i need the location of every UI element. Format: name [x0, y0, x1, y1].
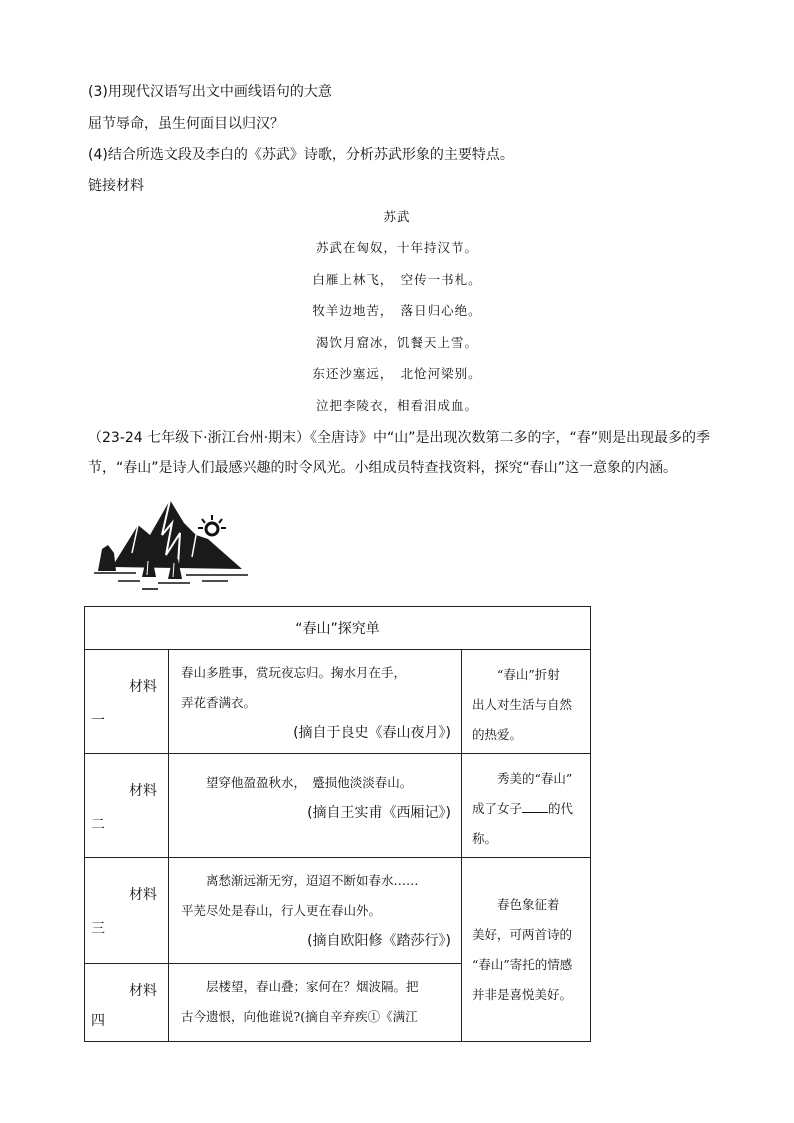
analysis-note: 的热爱。: [472, 727, 523, 742]
material-text: 弄花香满衣。: [181, 695, 257, 710]
poem-line: 苏武在匈奴，十年持汉节。: [315, 240, 478, 255]
poem-line: 渴饮月窟冰，饥餐天上雪。: [315, 335, 478, 350]
question-3: (3)用现代汉语写出文中画线语句的大意: [88, 84, 332, 100]
material-source: (摘自王实甫《西厢记》): [307, 805, 451, 821]
analysis-note: “春山”折射: [497, 667, 560, 682]
material-text: 望穿他盈盈秋水， 蹙损他淡淡春山。: [206, 775, 413, 790]
material-text: 春山多胜事，赏玩夜忘归。掬水月在手，: [181, 665, 407, 680]
material-text: 离愁渐远渐无穷，迢迢不断如春水……: [206, 873, 419, 888]
spring-mountain-worksheet: [84, 606, 591, 1042]
material-label: 材料: [129, 887, 157, 903]
material-number: 一: [91, 713, 105, 729]
material-text: 古今遗恨，向他谁说?(摘自辛弃疾①《满江: [181, 1009, 418, 1024]
mountain-illustration: [92, 495, 252, 595]
analysis-note: 出人对生活与自然: [472, 697, 573, 712]
table-row: [85, 858, 591, 964]
poem-line: 牧羊边地苦， 落日归心绝。: [312, 303, 482, 318]
analysis-note: “春山”寄托的情感: [472, 956, 573, 972]
fill-in-blank[interactable]: [522, 798, 548, 813]
table-row: [85, 754, 591, 858]
question-4: (4)结合所选文段及李白的《苏武》诗歌，分析苏武形象的主要特点。: [88, 147, 514, 163]
analysis-note: 的代: [548, 801, 574, 816]
poem-line: 泣把李陵衣，相看泪成血。: [315, 398, 478, 413]
analysis-note: 称。: [472, 831, 498, 846]
material-text: 平芜尽处是春山，行人更在春山外。: [181, 903, 382, 918]
analysis-note: 成了女子: [472, 801, 523, 816]
poem-title: 苏武: [383, 209, 411, 224]
worksheet-title: “春山”探究单: [85, 607, 591, 650]
analysis-note: 秀美的“春山”: [497, 771, 573, 786]
table-row: [85, 650, 591, 754]
material-label: 材料: [129, 983, 157, 999]
material-number: 二: [91, 817, 105, 833]
poem-line: 东还沙塞远， 北怆河梁别。: [312, 366, 482, 381]
material-label: 材料: [129, 679, 157, 695]
material-number: 四: [91, 1013, 105, 1029]
analysis-note: 美好，可两首诗的: [472, 926, 573, 942]
material-label: 材料: [129, 783, 157, 799]
material-source: (摘自于良史《春山夜月》): [293, 725, 451, 741]
intro-line-1: （23-24 七年级下·浙江台州·期末）《全唐诗》中“山”是出现次数第二多的字，“春”则是出现最多的季: [88, 430, 711, 446]
analysis-note: 春色象征着: [497, 896, 560, 912]
material-source: (摘自欧阳修《踏莎行》): [307, 933, 451, 949]
question-3-sentence: 屈节辱命，虽生何面目以归汉？: [88, 116, 284, 132]
material-number: 三: [91, 921, 105, 937]
poem-line: 白雁上林飞， 空传一书札。: [312, 272, 482, 287]
intro-line-2: 节，“春山”是诗人们最感兴趣的时令风光。小组成员特查找资料，探究“春山”这一意象的内涵。: [88, 460, 678, 476]
analysis-note: 并非是喜悦美好。: [472, 986, 573, 1002]
material-text: 层楼望，春山叠；家何在？烟波隔。把: [206, 979, 419, 994]
link-material-label: 链接材料: [88, 178, 144, 194]
